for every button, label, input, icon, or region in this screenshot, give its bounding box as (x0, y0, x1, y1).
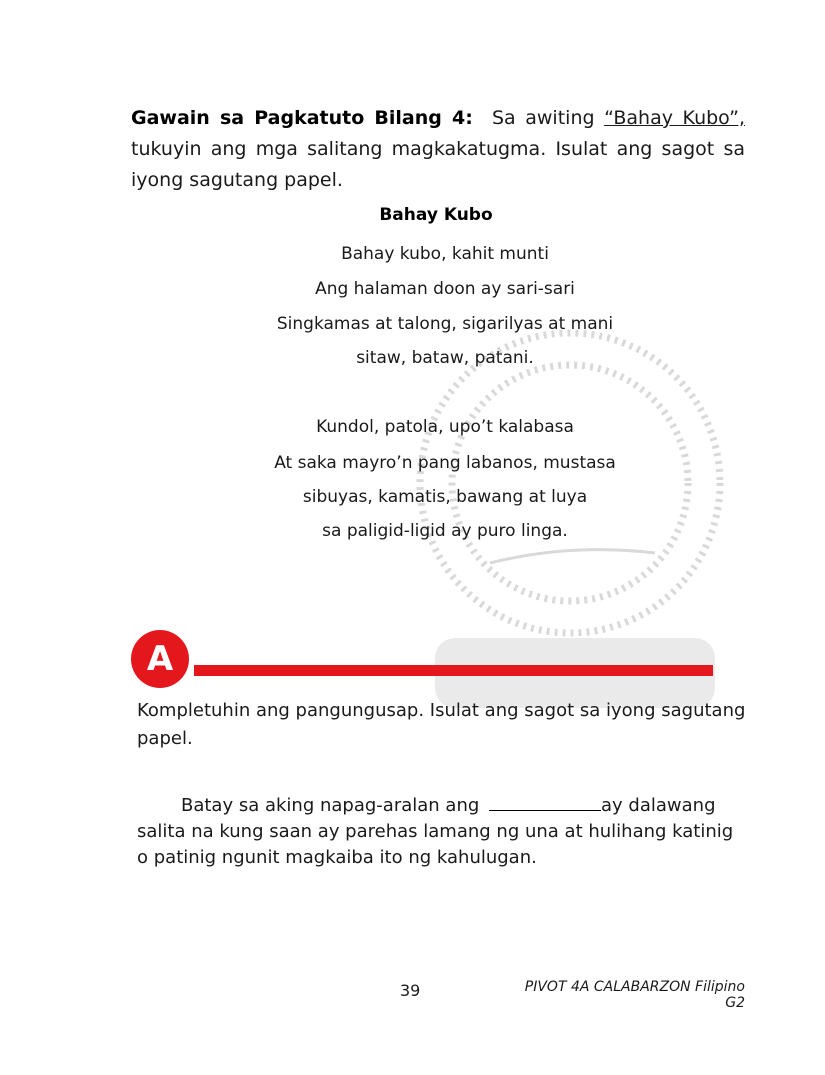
section-a-badge: A (131, 630, 189, 688)
section-divider (194, 665, 713, 676)
answer-blank[interactable] (489, 794, 601, 811)
poem-line: Bahay kubo, kahit munti (341, 244, 549, 264)
poem-line: Kundol, patola, upo’t kalabasa (316, 417, 574, 437)
fill-in-sentence (137, 793, 737, 871)
activity-instruction (131, 103, 745, 196)
poem-line: Singkamas at talong, sigarilyas at mani (276, 314, 614, 334)
instruction-text-before: Sa awiting (491, 107, 595, 129)
page-number: 39 (400, 981, 421, 1000)
poem-title: Bahay Kubo (379, 205, 493, 225)
sentence-before: Batay sa aking napag-aralan ang (181, 795, 480, 816)
poem-line: Ang halaman doon ay sari-sari (315, 279, 575, 299)
section-a-instruction: Kompletuhin ang pangungusap. Isulat ang sagot sa iyong sagutang papel. (137, 700, 746, 749)
footer-brand: PIVOT 4A CALABARZON Filipino G2 (524, 979, 745, 1011)
instruction-text-after: tukuyin ang mga salitang magkakatugma. Isulat ang sagot sa iyong sagutang papel. (131, 138, 745, 191)
activity-label: Gawain sa Pagkatuto Bilang 4: (131, 107, 473, 129)
poem-line: sitaw, bataw, patani. (356, 348, 534, 368)
sentence-after: ay dalawang salita na kung saan ay parehas lamang ng una at hulihang katinig o patinig ngunit magkaiba ito ng kahulugan. (137, 795, 734, 868)
song-reference: “Bahay Kubo”, (604, 107, 746, 129)
poem-line: sa paligid-ligid ay puro linga. (322, 521, 568, 541)
poem-line: sibuyas, kamatis, bawang at luya (302, 487, 588, 507)
poem-line: At saka mayro’n pang labanos, mustasa (274, 453, 616, 473)
